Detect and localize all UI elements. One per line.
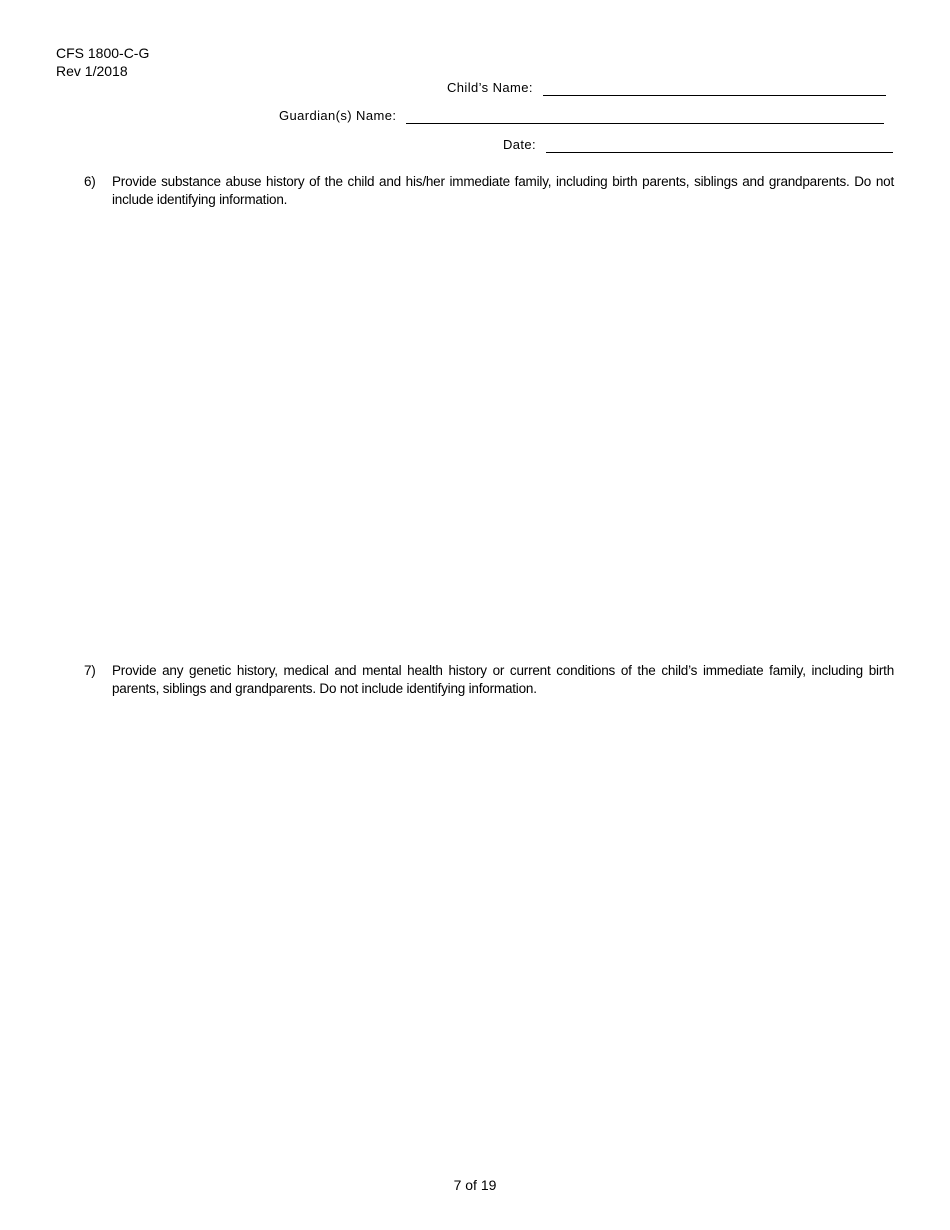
guardian-name-row xyxy=(279,108,894,124)
page-number: 7 of 19 xyxy=(453,1177,497,1193)
date-field[interactable] xyxy=(546,138,893,153)
question-number: 6) xyxy=(84,174,96,189)
child-name-row xyxy=(447,80,894,96)
date-label: Date: xyxy=(503,137,537,152)
form-revision: Rev 1/2018 xyxy=(56,63,128,79)
question-text: Provide substance abuse history of the child and his/her immediate family, including birth parents, siblings and grandparents. Do not include identifying information. xyxy=(112,174,894,207)
form-identifier xyxy=(56,44,149,80)
child-name-field[interactable] xyxy=(543,81,886,96)
guardian-name-field[interactable] xyxy=(406,109,884,124)
question-6 xyxy=(84,173,894,209)
form-number: CFS 1800-C-G xyxy=(56,45,150,61)
question-text: Provide any genetic history, medical and mental health history or current conditions of the child’s immediate family, including birth parents, siblings and grandparents. Do not include identifying information. xyxy=(112,663,894,696)
child-name-label: Child’s Name: xyxy=(447,80,533,95)
date-row xyxy=(503,137,894,153)
question-number: 7) xyxy=(84,663,96,678)
question-7 xyxy=(84,662,894,698)
guardian-name-label: Guardian(s) Name: xyxy=(279,108,397,123)
